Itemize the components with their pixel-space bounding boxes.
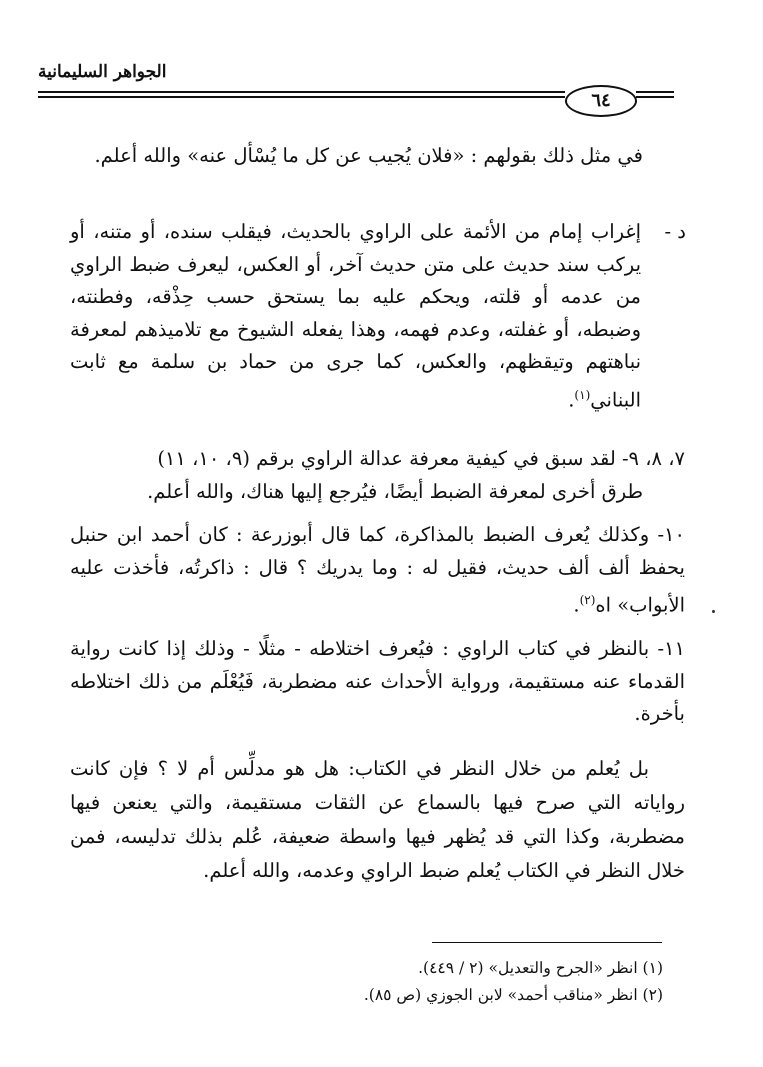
item-10-end: . [573,593,580,617]
item-d-text [70,216,641,417]
footnote-ref-2: (٢) [579,593,596,607]
item-10-text [70,519,685,622]
scan-speck [712,610,715,613]
header-rule-right-lower [636,96,674,98]
item-10 [70,519,685,622]
header-rule-lower [38,96,565,98]
item-789-line2: طرق أخرى لمعرفة الضبط أيضًا، فيُرجع إليها هناك، والله أعلم. [147,479,643,503]
header-rule-right [636,91,674,93]
item-10-body: ١٠- وكذلك يُعرف الضبط بالمذاكرة، كما قال أبوزرعة : كان أحمد ابن حنبل يحفظ ألف ألف حديث، فقيل له : وما يدريك ؟ قال : ذاكرتُه، فأخذت عليه الأبواب» اه [70,523,685,617]
item-789-line1: ٧، ٨، ٩- لقد سبق في كيفية معرفة عدالة الراوي برقم (٩، ١٠، ١١) [157,447,685,470]
item-d [70,216,641,417]
footnote-ref-1: (١) [574,387,591,402]
item-7-8-9 [70,443,685,508]
paragraph-continuation [70,140,643,173]
item-marker-d: د - [664,220,686,243]
header-rule [38,91,565,93]
item-11 [70,633,685,731]
item-11-text: ١١- بالنظر في كتاب الراوي : فيُعرف اختلاطه - مثلًا - وذلك إذا كانت رواية القدماء عنه مستقيمة، ورواية الأحداث عنه مضطربة، فَيُعْلَم من ذلك اختلاطه بأخرة. [70,637,685,725]
closing-paragraph [70,752,685,888]
closing-paragraph-text: بل يُعلم من خلال النظر في الكتاب: هل هو مدلِّس أم لا ؟ فإن كانت رواياته التي صرح فيها بالسماع عن الثقات مستقيمة، والتي يعنعن فيها مضطربة، وكذا التي قد يُظهر فيها واسطة ضعيفة، عُلم بذلك تدليسه، فمن خلال النظر في الكتاب يُعلم ضبط الراوي وعدمه، والله أعلم. [70,757,685,882]
paragraph-text: في مثل ذلك بقولهم : «فلان يُجيب عن كل ما يُسْأل عنه» والله أعلم. [94,144,643,167]
book-title: الجواهر السليمانية [38,62,167,82]
item-d-end: . [568,388,575,411]
page-number: ٦٤ [565,85,637,117]
footnote-1: (١) انظر «الجرح والتعديل» (٢ / ٤٤٩). [418,959,663,977]
footnote-rule [432,942,662,943]
footnote-2: (٢) انظر «مناقب أحمد» لابن الجوزي (ص ٨٥). [363,986,663,1004]
item-d-body: إغراب إمام من الأئمة على الراوي بالحديث، فيقلب سنده، أو متنه، أو يركب سند حديث على متن حديث آخر، أو العكس، ليعرف ضبط الراوي من عدمه أو قلته، ويحكم عليه بما يستحق حسب حِذْقه، وفطنته، وضبطه، أو غفلته، وعدم فهمه، وهذا يفعله الشيوخ مع تلاميذهم لمعرفة نباهتهم وتيقظهم، والعكس، كما جرى من حماد بن سلمة مع ثابت البناني [70,220,641,411]
